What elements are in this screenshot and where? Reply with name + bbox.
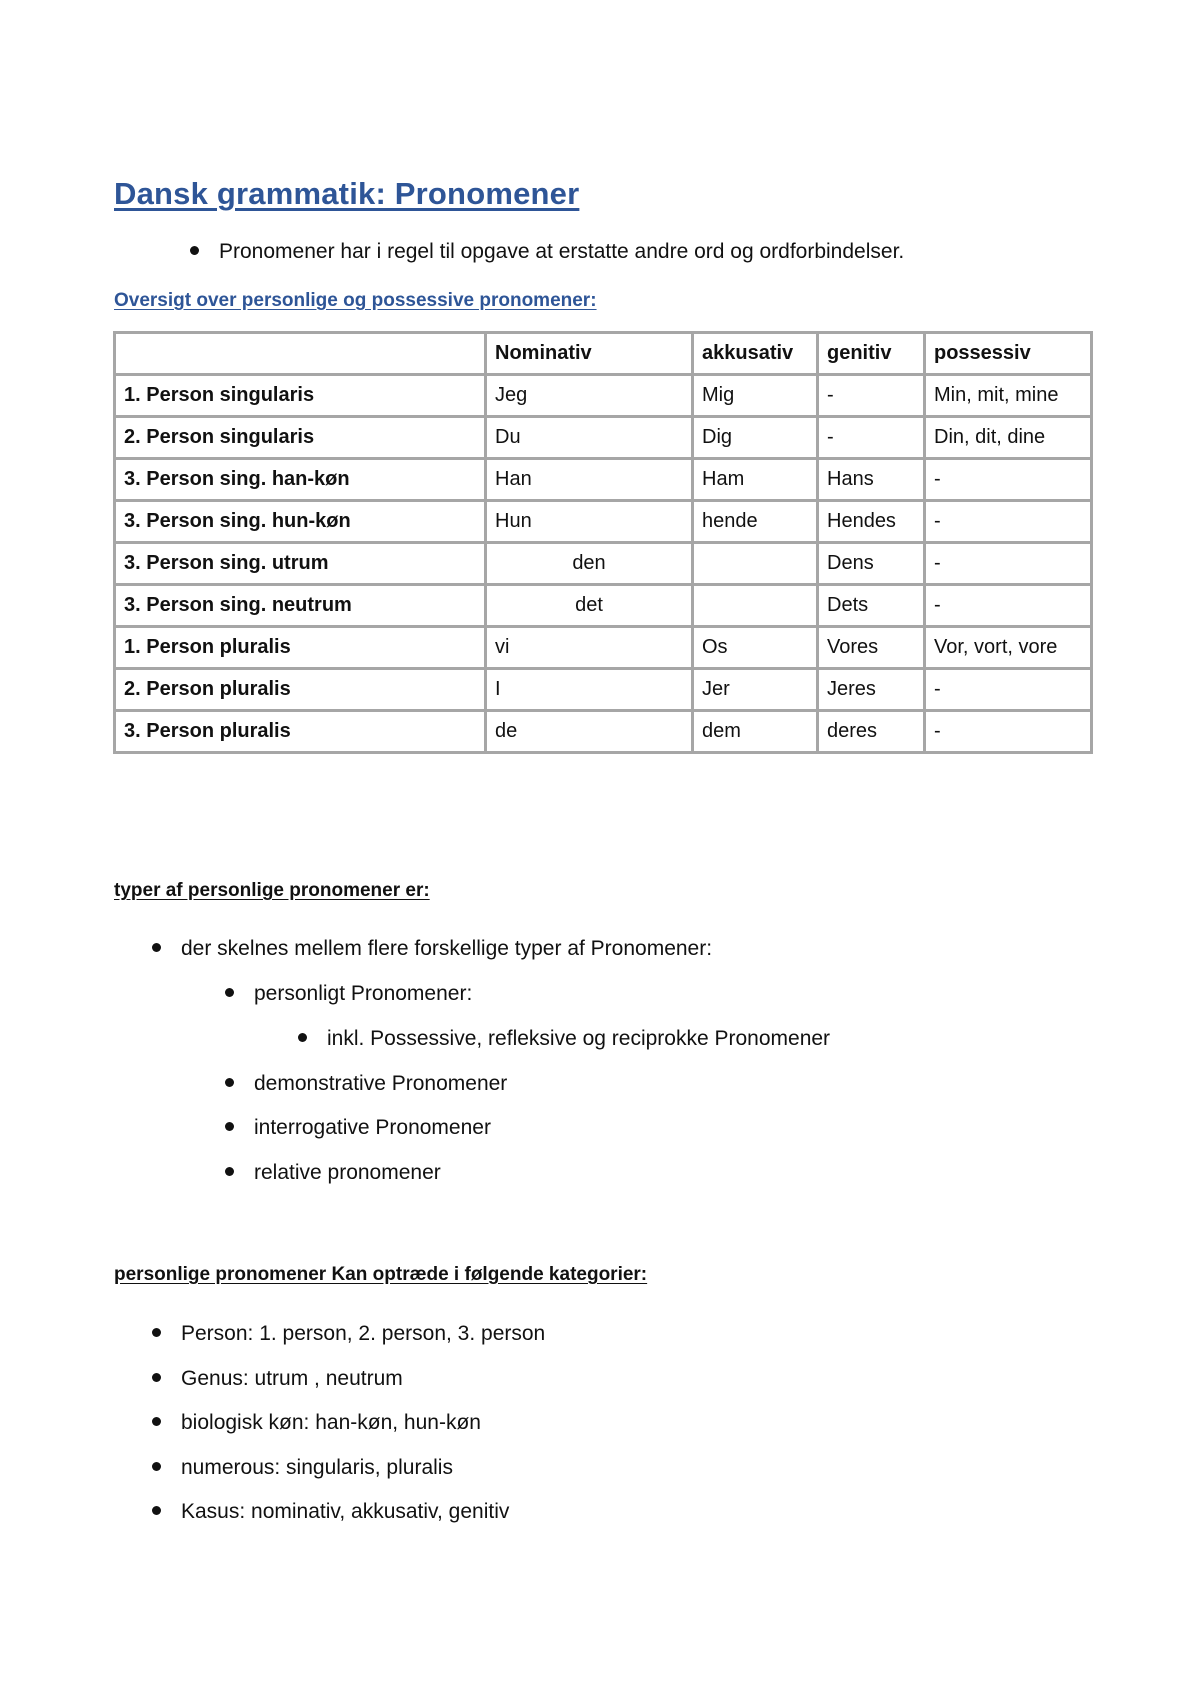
bullet-icon [152,943,161,952]
table-cell: Han [486,459,693,501]
table-cell: hende [693,501,818,543]
list-item: inkl. Possessive, refleksive og reciprokke Pronomener [298,1027,830,1051]
table-row [115,543,1092,585]
intro-bullet [190,240,904,264]
bullet-icon [152,1373,161,1382]
row-label: 3. Person sing. utrum [115,543,486,585]
table-cell: Hans [818,459,925,501]
table-row [115,627,1092,669]
table-cell: vi [486,627,693,669]
list-item: relative pronomener [225,1161,441,1185]
list-item: biologisk køn: han-køn, hun-køn [152,1411,481,1435]
table-cell: - [818,375,925,417]
table-cell: den [486,543,693,585]
table-cell: Jeres [818,669,925,711]
table-cell: - [925,669,1092,711]
table-cell: Hendes [818,501,925,543]
bullet-icon [152,1417,161,1426]
table-cell: - [818,417,925,459]
table-row [115,417,1092,459]
table-cell: - [925,543,1092,585]
row-label: 3. Person sing. neutrum [115,585,486,627]
table-cell: - [925,501,1092,543]
row-label: 3. Person sing. han-køn [115,459,486,501]
table-heading: Oversigt over personlige og possessive pronomener: [114,290,597,311]
bullet-icon [152,1506,161,1515]
table-cell: Vor, vort, vore [925,627,1092,669]
row-label: 3. Person sing. hun-køn [115,501,486,543]
table-header-cell: akkusativ [693,333,818,375]
table-cell [693,543,818,585]
bullet-icon [152,1328,161,1337]
row-label: 1. Person pluralis [115,627,486,669]
list-item: Kasus: nominativ, akkusativ, genitiv [152,1500,509,1524]
list-item: Person: 1. person, 2. person, 3. person [152,1322,545,1346]
table-row [115,459,1092,501]
table-cell: Du [486,417,693,459]
types-heading: typer af personlige pronomener er: [114,880,430,901]
table-cell: Jeg [486,375,693,417]
table-cell: Hun [486,501,693,543]
bullet-icon [190,246,199,255]
bullet-icon [152,1462,161,1471]
table-header-cell [115,333,486,375]
bullet-icon [225,1078,234,1087]
table-row [115,669,1092,711]
list-item: der skelnes mellem flere forskellige typer af Pronomener: [152,937,712,961]
table-cell: - [925,711,1092,753]
table-cell: Os [693,627,818,669]
row-label: 2. Person pluralis [115,669,486,711]
list-item: Genus: utrum , neutrum [152,1367,403,1391]
pronoun-table [113,331,1093,754]
table-cell: Jer [693,669,818,711]
table-cell: Dets [818,585,925,627]
row-label: 3. Person pluralis [115,711,486,753]
row-label: 2. Person singularis [115,417,486,459]
table-cell: Ham [693,459,818,501]
table-cell: Dens [818,543,925,585]
document-title: Dansk grammatik: Pronomener [114,176,580,211]
table-cell: Min, mit, mine [925,375,1092,417]
table-cell: - [925,585,1092,627]
table-cell: Din, dit, dine [925,417,1092,459]
table-row [115,375,1092,417]
list-item: demonstrative Pronomener [225,1072,507,1096]
categories-heading: personlige pronomener Kan optræde i følgende kategorier: [114,1264,648,1285]
table-row [115,501,1092,543]
list-item: numerous: singularis, pluralis [152,1456,453,1480]
table-header-row [115,333,1092,375]
table-cell: Dig [693,417,818,459]
table-cell: I [486,669,693,711]
bullet-icon [225,1167,234,1176]
table-row [115,711,1092,753]
intro-text: Pronomener har i regel til opgave at erstatte andre ord og ordforbindelser. [219,240,905,263]
list-item: personligt Pronomener: [225,982,472,1006]
table-cell: deres [818,711,925,753]
table-header-cell: Nominativ [486,333,693,375]
table-row [115,585,1092,627]
table-header-cell: possessiv [925,333,1092,375]
table-cell: det [486,585,693,627]
bullet-icon [298,1033,307,1042]
table-cell: - [925,459,1092,501]
table-cell: dem [693,711,818,753]
list-item: interrogative Pronomener [225,1116,491,1140]
bullet-icon [225,1122,234,1131]
table-cell: Vores [818,627,925,669]
table-cell [693,585,818,627]
table-header-cell: genitiv [818,333,925,375]
table-cell: Mig [693,375,818,417]
table-cell: de [486,711,693,753]
row-label: 1. Person singularis [115,375,486,417]
bullet-icon [225,988,234,997]
